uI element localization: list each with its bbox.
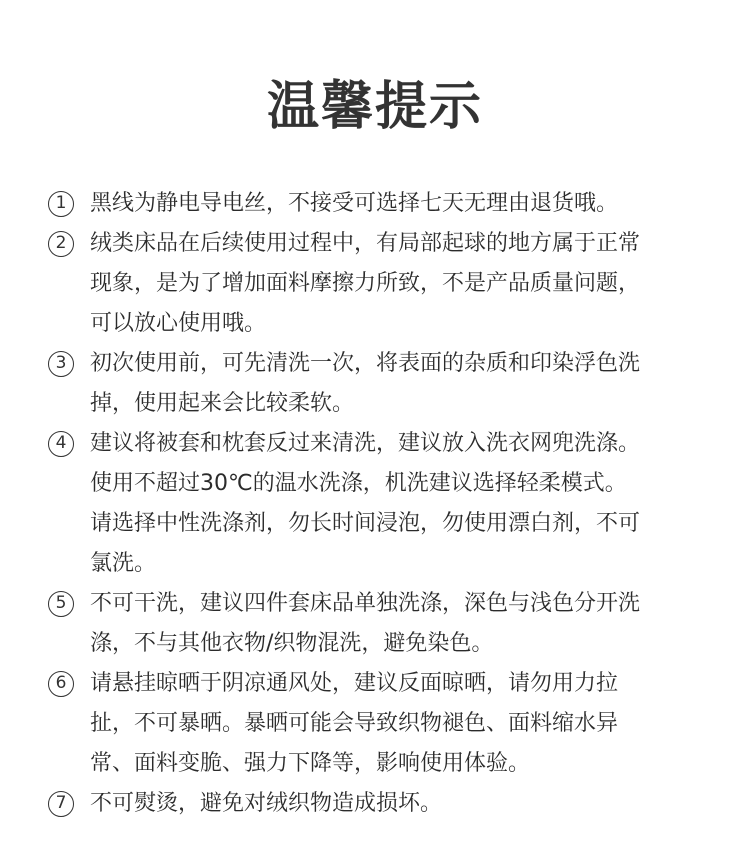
tip-number-5: 5 (48, 591, 74, 617)
tip-line: 不可干洗，建议四件套床品单独洗涤，深色与浅色分开洗 (90, 591, 641, 616)
tip-line: 掉，使用起来会比较柔软。 (90, 391, 355, 416)
tip-line: 请选择中性洗涤剂，勿长时间浸泡，勿使用漂白剂，不可 (90, 511, 641, 536)
tip-line: 黑线为静电导电丝，不接受可选择七天无理由退货哦。 (90, 191, 619, 216)
tip-number-6: 6 (48, 671, 74, 697)
tip-line: 请悬挂晾晒于阴凉通风处，建议反面晾晒，请勿用力拉 (90, 671, 619, 696)
tip-line: 初次使用前，可先清洗一次，将表面的杂质和印染浮色洗 (90, 351, 641, 376)
tip-item-7 (48, 784, 720, 824)
tip-line: 可以放心使用哦。 (90, 311, 267, 336)
tip-line: 扯，不可暴晒。暴晒可能会导致织物褪色、面料缩水异 (90, 711, 619, 736)
tip-number-4: 4 (48, 431, 74, 457)
tip-item-6 (48, 664, 720, 784)
tip-line: 使用不超过30℃的温水洗涤，机洗建议选择轻柔模式。 (90, 471, 627, 496)
tip-line: 绒类床品在后续使用过程中，有局部起球的地方属于正常 (90, 231, 641, 256)
tip-item-2 (48, 224, 720, 344)
tips-list (48, 184, 720, 824)
tip-line: 建议将被套和枕套反过来清洗，建议放入洗衣网兜洗涤。 (90, 431, 641, 456)
tip-number-1: 1 (48, 191, 74, 217)
tip-line: 现象，是为了增加面料摩擦力所致，不是产品质量问题， (90, 271, 641, 296)
tip-line: 涤，不与其他衣物/织物混洗，避免染色。 (90, 631, 494, 656)
tip-item-3 (48, 344, 720, 424)
tip-number-2: 2 (48, 231, 74, 257)
tip-item-5 (48, 584, 720, 664)
tip-line: 氯洗。 (90, 551, 157, 576)
tip-number-7: 7 (48, 791, 74, 817)
tip-item-1 (48, 184, 720, 224)
tip-line: 不可熨烫，避免对绒织物造成损坏。 (90, 791, 443, 816)
tip-item-4 (48, 424, 720, 584)
tip-line: 常、面料变脆、强力下降等，影响使用体验。 (90, 751, 531, 776)
page-title: 温馨提示 (266, 77, 483, 137)
tip-number-3: 3 (48, 351, 74, 377)
